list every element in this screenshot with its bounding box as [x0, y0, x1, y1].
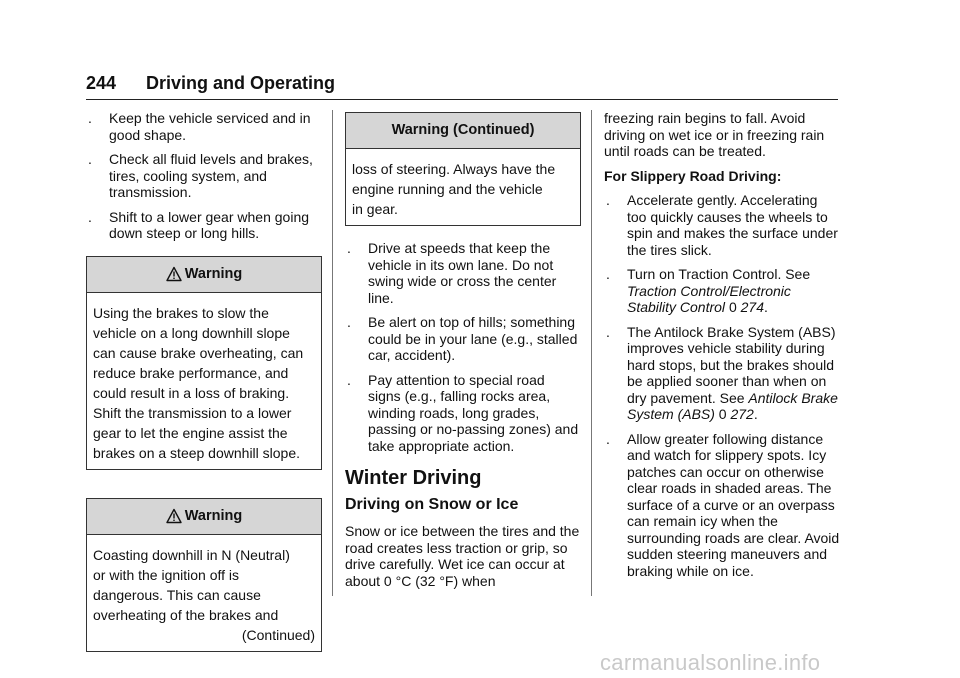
- body-paragraph: freezing rain begins to fall. Avoid driving on wet ice or in freezing rain until roads can be treated.: [604, 110, 825, 159]
- warning-body: [87, 535, 321, 651]
- list-item: [345, 240, 581, 306]
- warning-line: overheating of the brakes and: [93, 606, 279, 623]
- list-item-text: Check all fluid levels and brakes, tires, cooling system, and transmission.: [109, 151, 313, 200]
- warning-body: [346, 149, 580, 225]
- list-item-text: Keep the vehicle serviced and in good shape.: [109, 110, 311, 143]
- bullet-mark: .: [606, 323, 610, 340]
- warning-line: dangerous. This can cause: [93, 586, 261, 603]
- body-paragraph: Snow or ice between the tires and the road creates less traction or grip, so drive carefully. Wet ice can occur at about 0 °C (32 °F) when: [345, 523, 580, 589]
- list-item-text-part: The Antilock Brake System (ABS) improves vehicle stability during hard stops, but the brakes should be applied sooner than when on dry pavement. See: [627, 323, 836, 406]
- section-title: Driving and Operating: [146, 73, 336, 93]
- column-3: [604, 110, 840, 587]
- list-item: [604, 266, 840, 316]
- warning-title: Warning (Continued): [391, 122, 535, 139]
- list-item-text-part: Turn on Traction Control. See: [627, 266, 811, 282]
- list-item: [345, 372, 581, 455]
- warning-body: [87, 293, 321, 469]
- bullet-mark: .: [88, 151, 92, 167]
- list-item-text: [627, 324, 840, 423]
- page-arrow-icon: 0: [728, 299, 737, 315]
- cross-reference-link[interactable]: Traction Control/Electronic Stability Control: [627, 282, 791, 315]
- list-item: [604, 192, 840, 258]
- warning-line: vehicle on a long downhill slope: [93, 324, 290, 341]
- list-item-text: Allow greater following distance and watch for slippery spots. Icy patches can occur on otherwise clear roads in shaded areas. The surface of a curve or an overpass can remain icy when the surrounding roads are clear. Avoid sudden steering maneuvers and braking while on ice.: [627, 430, 840, 579]
- subsection-heading: Driving on Snow or Ice: [345, 495, 519, 513]
- bullet-mark: .: [606, 192, 610, 208]
- list-item-text: Shift to a lower gear when going down steep or long hills.: [109, 208, 310, 241]
- list-item: [604, 431, 840, 580]
- page-reference[interactable]: 272: [730, 406, 754, 422]
- section-heading: Winter Driving: [345, 467, 482, 489]
- warning-line: or with the ignition off is: [93, 566, 240, 583]
- list-item-text: Pay attention to special road signs (e.g., falling rocks area, winding roads, long grades, passing or no-passing zones) and take appropriate action.: [368, 371, 579, 454]
- page-header: [86, 70, 838, 100]
- page-reference[interactable]: 274: [740, 299, 764, 315]
- column-1: [86, 110, 322, 652]
- warning-line: gear to let the engine assist the: [93, 424, 288, 441]
- punctuation: .: [763, 299, 768, 315]
- continued-label: (Continued): [241, 626, 315, 643]
- warning-header: [87, 499, 321, 535]
- warning-header: [87, 257, 321, 293]
- punctuation: .: [753, 406, 758, 422]
- warning-line: Shift the transmission to a lower: [93, 404, 292, 421]
- list-item: [86, 151, 322, 201]
- warning-line: Coasting downhill in N (Neutral): [93, 546, 290, 563]
- cross-reference-link[interactable]: Antilock Brake System (ABS): [627, 389, 838, 422]
- list-item-text: Accelerate gently. Accelerating too quickly causes the wheels to spin and makes the surface under the tires slick.: [627, 192, 838, 258]
- bullet-mark: .: [606, 430, 610, 447]
- warning-box: [86, 256, 322, 470]
- warning-line: can cause brake overheating, can: [93, 344, 304, 361]
- list-item: [604, 324, 840, 423]
- warning-title: Warning: [184, 507, 243, 524]
- bullet-mark: .: [88, 110, 92, 126]
- page-arrow-icon: 0: [718, 406, 727, 422]
- subheading: For Slippery Road Driving:: [604, 167, 782, 184]
- warning-triangle-icon: [166, 266, 182, 282]
- warning-title: Warning: [184, 265, 243, 282]
- bullet-mark: .: [88, 208, 92, 225]
- warning-line: engine running and the vehicle: [352, 181, 543, 197]
- page-number: 244: [86, 73, 117, 93]
- column-2: [345, 112, 581, 597]
- bullet-mark: .: [606, 266, 610, 282]
- list-item-text: Drive at speeds that keep the vehicle in its own lane. Do not swing wide or cross the center line.: [368, 240, 557, 306]
- watermark: carmanualsonline.info: [600, 650, 821, 675]
- list-item-text: [627, 266, 840, 316]
- warning-line: Using the brakes to slow the: [93, 304, 269, 321]
- warning-line: in gear.: [352, 201, 398, 217]
- list-item: [86, 209, 322, 242]
- bullet-mark: .: [347, 314, 351, 330]
- list-item: [345, 314, 581, 364]
- list-item: [86, 110, 322, 143]
- warning-line: loss of steering. Always have the: [352, 161, 556, 177]
- warning-line: brakes on a steep downhill slope.: [93, 444, 301, 461]
- list-item-text: Be alert on top of hills; something could be in your lane (e.g., stalled car, accident).: [368, 314, 578, 363]
- warning-triangle-icon: [166, 508, 182, 524]
- column-divider: [591, 110, 592, 596]
- warning-line: could result in a loss of braking.: [93, 384, 290, 401]
- warning-line: reduce brake performance, and: [93, 364, 289, 381]
- column-divider: [332, 110, 333, 596]
- warning-box: [345, 112, 581, 226]
- warning-box: [86, 498, 322, 652]
- warning-header: [346, 113, 580, 149]
- bullet-mark: .: [347, 371, 351, 388]
- bullet-mark: .: [347, 240, 351, 256]
